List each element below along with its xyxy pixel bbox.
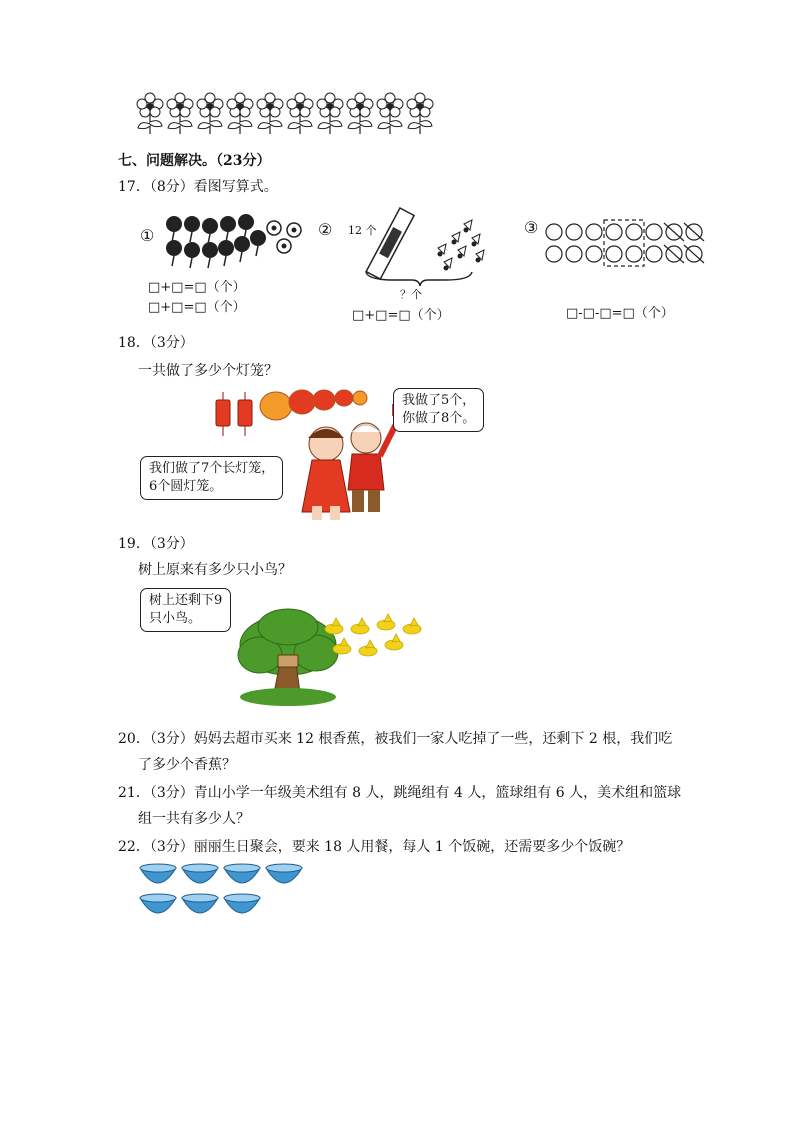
circle-icon — [586, 246, 602, 262]
unknown-label: ？个 — [400, 288, 422, 301]
flower-icon — [287, 93, 313, 134]
black-ball-icon — [218, 240, 234, 266]
bowl-icon — [140, 864, 176, 883]
circle-icon — [684, 245, 704, 263]
flower-icon — [347, 93, 373, 134]
bowl-icon — [266, 864, 302, 883]
tree-bubble-line1: 树上还剩下9 — [149, 593, 223, 608]
q22-line1: 22．（3分）丽丽生日聚会，要来 18 人用餐，每人 1 个饭碗，还需要多少个饭碗？ — [118, 839, 631, 855]
flower-icon — [377, 93, 403, 134]
boy-bubble-line1: 我做了5个， — [402, 393, 476, 408]
flower-icon — [317, 93, 343, 134]
shuttlecock-icon — [476, 250, 485, 263]
q21-line1: 21．（3分）青山小学一年级美术组有 8 人，跳绳组有 4 人，篮球组有 6 人，美术组和篮球 — [118, 785, 682, 801]
formula-3: □-□-□=□（个） — [566, 306, 674, 321]
formula-1a: □+□=□（个） — [148, 280, 246, 295]
q17-figure — [138, 200, 704, 322]
bird-icon — [359, 640, 377, 656]
tree-speech-bubble — [140, 588, 231, 632]
flower-icon — [197, 93, 223, 134]
bird-icon — [325, 618, 343, 634]
circle-icon — [606, 224, 622, 240]
bird-icon — [403, 618, 421, 634]
circle-icon — [546, 224, 562, 240]
circle-icon — [566, 246, 582, 262]
bowl-icon — [182, 864, 218, 883]
bowl-icon — [224, 894, 260, 913]
shuttlecock-icon — [464, 220, 473, 233]
bowls-illustration — [136, 860, 304, 924]
count-label: 12 个 — [348, 224, 377, 237]
shuttlecock-icon — [452, 232, 461, 245]
part3-marker: ③ — [524, 218, 539, 237]
bowl-icon — [140, 894, 176, 913]
black-ball-icon — [202, 242, 218, 268]
q19-header: 19．（3分） — [118, 536, 194, 552]
bird-icon — [385, 634, 403, 650]
black-ball-icon — [166, 240, 182, 266]
circle-icon — [684, 223, 704, 241]
circle-icon — [646, 246, 662, 262]
black-ball-icon — [234, 236, 250, 262]
flower-icon — [167, 93, 193, 134]
dashed-box — [604, 220, 644, 266]
black-ball-icon — [220, 216, 236, 242]
formula-1b: □+□=□（个） — [148, 300, 246, 315]
q18-question: 一共做了多少个灯笼？ — [138, 363, 278, 379]
section-title: 七、问题解决。（23分） — [118, 153, 271, 169]
circle-icon — [626, 224, 642, 240]
circle-icon — [586, 224, 602, 240]
circle-icon — [664, 223, 684, 241]
girl-bubble-line1: 我们做了7个长灯笼， — [149, 461, 275, 476]
part2-marker: ② — [318, 220, 333, 239]
shuttlecock-icon — [472, 234, 481, 247]
black-ball-icon — [166, 216, 182, 242]
circle-icon — [606, 246, 622, 262]
flower-icon — [227, 93, 253, 134]
bird-icon — [351, 618, 369, 634]
boy-speech-bubble — [393, 388, 484, 432]
shuttlecock-icon — [458, 246, 467, 259]
flower-icon — [407, 93, 433, 134]
bird-icon — [377, 614, 395, 630]
girl-speech-bubble — [140, 456, 283, 500]
formula-2: □+□=□（个） — [352, 308, 450, 323]
black-ball-icon — [202, 218, 218, 244]
q21-line2: 组一共有多少人？ — [138, 811, 250, 827]
circles-illustration — [544, 220, 714, 270]
bowl-icon — [224, 864, 260, 883]
tree-bubble-line2: 只小鸟。 — [149, 611, 202, 626]
flower-icon — [257, 93, 283, 134]
circle-icon — [626, 246, 642, 262]
circle-icon — [646, 224, 662, 240]
black-ball-icon — [184, 242, 200, 268]
bowl-icon — [182, 894, 218, 913]
circle-icon — [664, 245, 684, 263]
circle-icon — [546, 246, 562, 262]
boy-bubble-line2: 你做了8个。 — [402, 411, 476, 426]
shuttlecock-icon — [444, 258, 453, 271]
black-ball-icon — [184, 216, 200, 242]
small-flowers-illustration — [262, 216, 312, 256]
q19-question: 树上原来有多少只小鸟？ — [138, 562, 292, 578]
flower-icon — [137, 93, 163, 134]
shuttlecock-icon — [438, 244, 447, 257]
q17-header: 17．（8分）看图写算式。 — [118, 179, 278, 195]
part1-marker: ① — [140, 226, 155, 245]
girl-bubble-line2: 6个圆灯笼。 — [149, 479, 223, 494]
circle-icon — [566, 224, 582, 240]
shuttlecocks-illustration — [428, 220, 488, 276]
q18-header: 18．（3分） — [118, 335, 194, 351]
q20-line2: 了多少个香蕉？ — [138, 757, 236, 773]
flowers-illustration — [134, 94, 438, 138]
q20-line1: 20．（3分）妈妈去超市买来 12 根香蕉，被我们一家人吃掉了一些，还剩下 2 根，我们吃 — [118, 731, 673, 747]
